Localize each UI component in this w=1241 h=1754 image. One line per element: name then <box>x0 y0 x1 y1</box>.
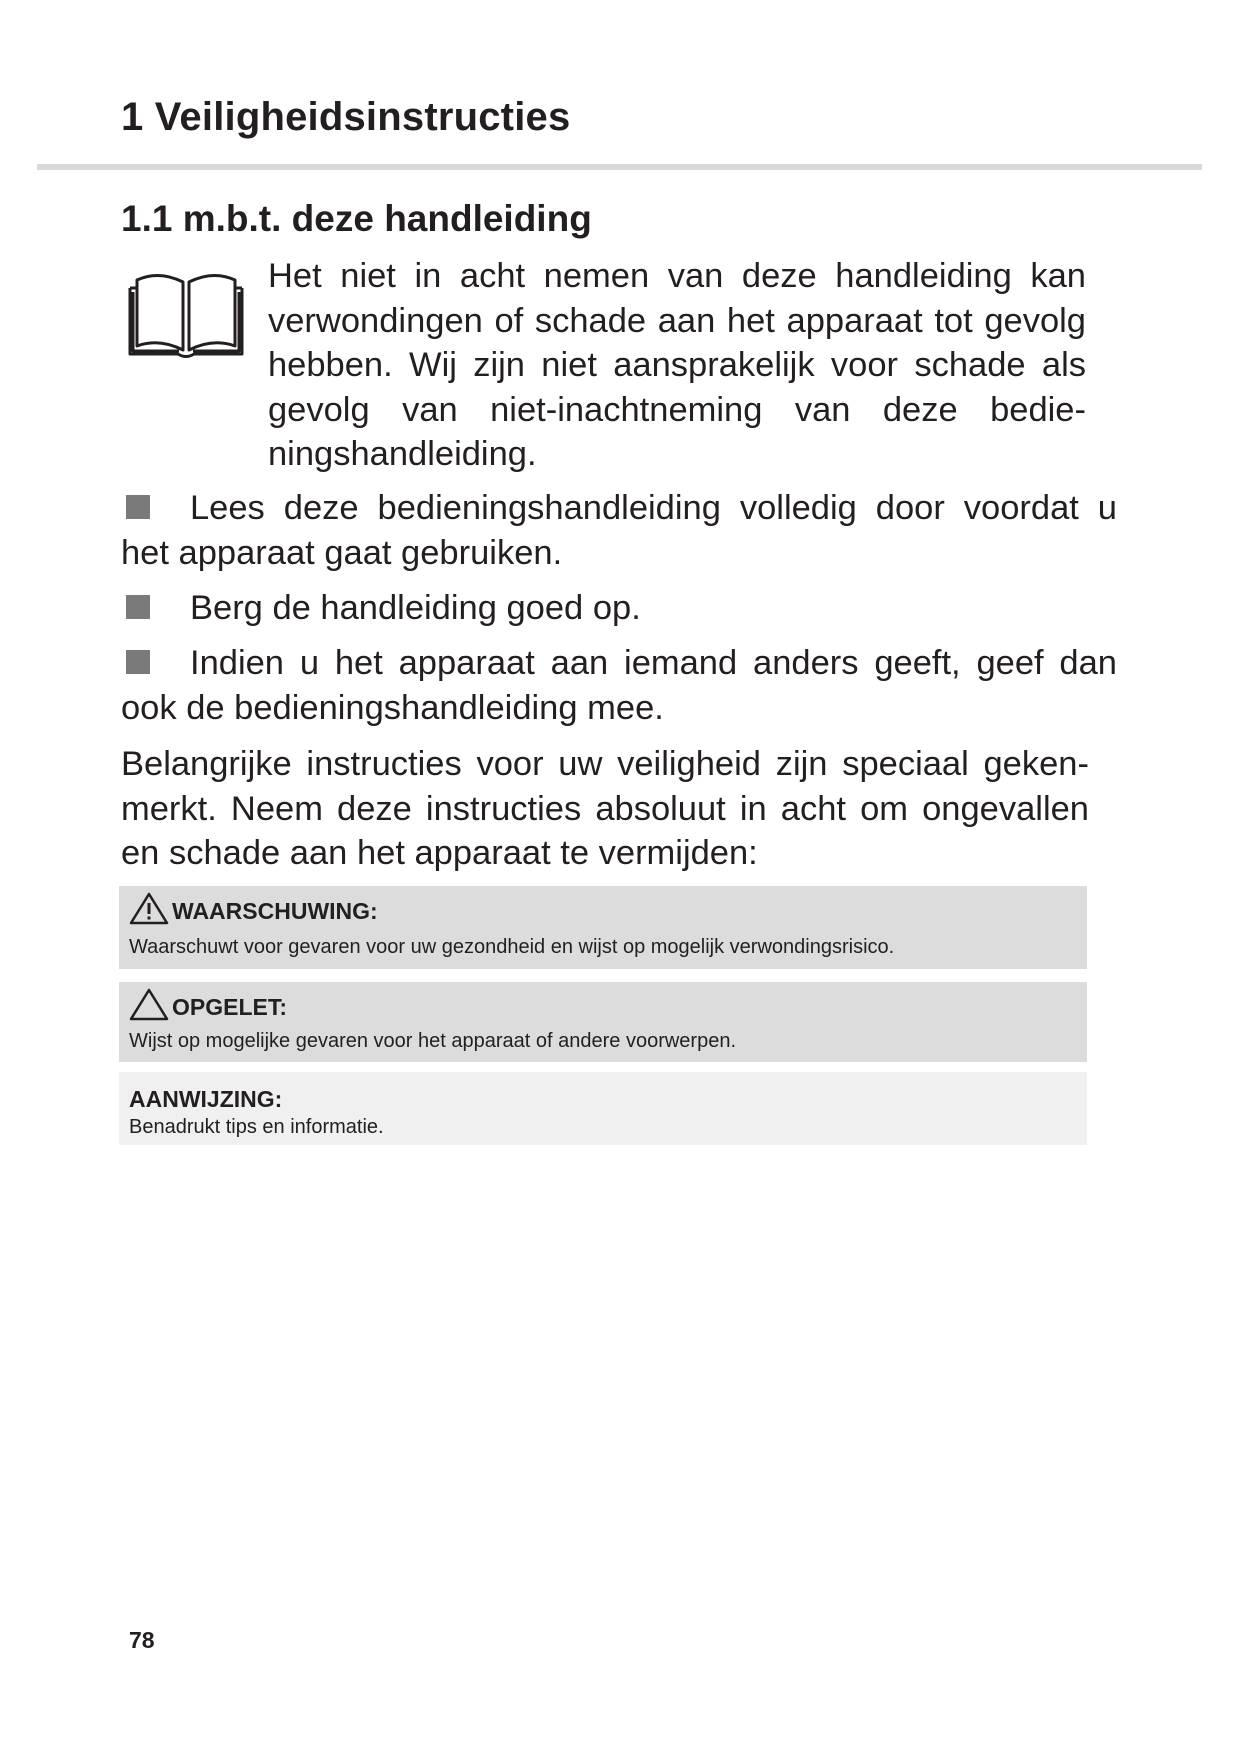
caution-notice <box>119 982 1087 1062</box>
warning-triangle-icon <box>129 892 169 925</box>
warning-heading <box>129 892 378 925</box>
note-text: Benadrukt tips en informatie. <box>129 1116 384 1138</box>
bullet-item <box>121 486 1117 575</box>
caution-heading <box>129 988 287 1021</box>
section-title: 1.1 m.b.t. deze handleiding <box>121 198 592 239</box>
caution-triangle-icon <box>129 988 169 1021</box>
bullet-square-icon <box>126 495 150 519</box>
warning-heading-label: WAARSCHUWING: <box>172 898 378 924</box>
bullet-text: Indien u het apparaat aan iemand anders geeft, geef dan ook de bedieningshandleiding mee. <box>121 644 1117 727</box>
note-heading: AANWIJZING: <box>129 1086 283 1112</box>
bullet-item <box>121 641 1117 730</box>
safety-intro-paragraph: Belangrijke instructies voor uw veiligheid zijn speciaal gekenmerkt. Neem deze instructies absoluut in acht om ongevallen en schade aan het apparaat te vermijden: <box>121 745 1089 872</box>
chapter-divider <box>37 164 1202 170</box>
warning-text: Waarschuwt voor gevaren voor uw gezondheid en wijst op mogelijk verwondingsrisico. <box>129 936 895 958</box>
bullet-text: Berg de handleiding goed op. <box>190 589 641 627</box>
page-number: 78 <box>129 1627 155 1653</box>
intro-paragraph: Het niet in acht nemen van deze handleiding kan verwondingen of schade aan het apparaat tot gevolg hebben. Wij zijn niet aansprakelijk voor schade als gevolg van niet-inachtneming van deze bedieningshandleiding. <box>268 257 1086 473</box>
chapter-title: 1 Veiligheidsinstructies <box>121 95 571 139</box>
bullet-square-icon <box>126 595 150 619</box>
caution-heading-label: OPGELET: <box>172 994 288 1020</box>
bullet-text: Lees deze bedieningshandleiding volledig door voordat u het apparaat gaat gebruiken. <box>121 489 1117 572</box>
bullet-square-icon <box>126 650 150 674</box>
caution-text: Wijst op mogelijke gevaren voor het apparaat of andere voorwerpen. <box>129 1030 737 1052</box>
note-notice <box>119 1072 1087 1145</box>
bullet-item <box>121 586 1117 631</box>
warning-notice <box>119 886 1087 969</box>
book-icon <box>127 268 245 360</box>
